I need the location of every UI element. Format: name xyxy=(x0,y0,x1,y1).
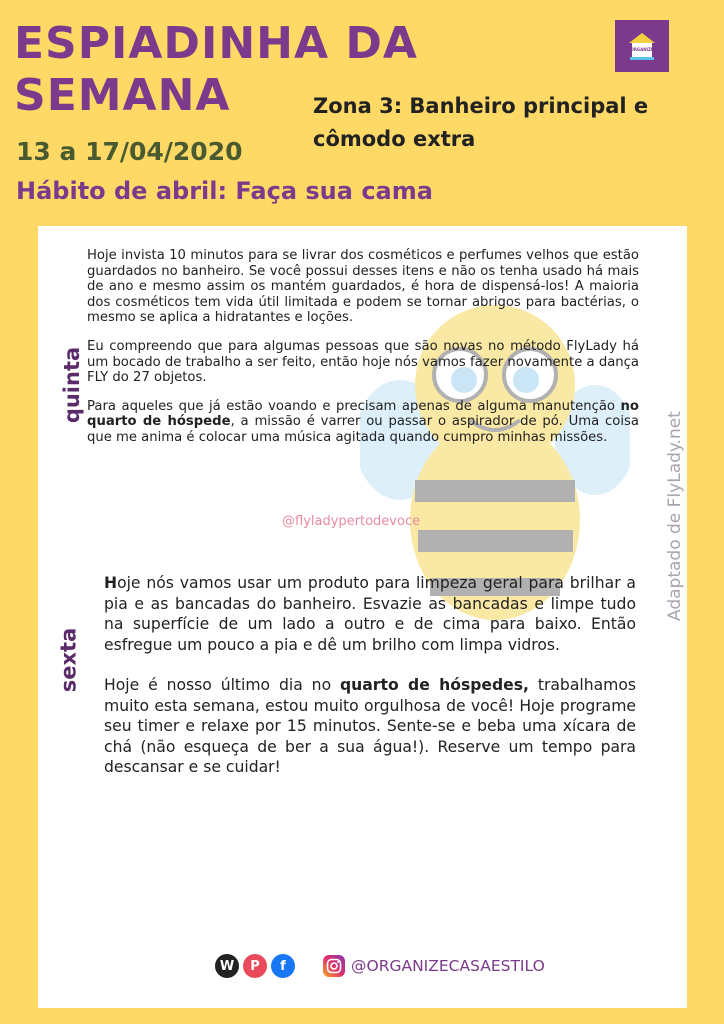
sexta-p2-bold: quarto de hóspedes, xyxy=(340,676,529,694)
title-line-1: ESPIADINHA DA xyxy=(14,18,418,69)
flylady-handle: @flyladypertodevoce xyxy=(282,514,421,529)
quinta-paragraph-3 xyxy=(87,399,639,446)
instagram-handle-link[interactable]: @ORGANIZECASAESTILO xyxy=(351,957,545,975)
pinterest-icon[interactable]: P xyxy=(243,954,267,978)
sexta-p2-end: trabalhamos muito esta semana, estou muito orgulhosa de você! Hoje programe seu timer e relaxe por 15 minutos. Sente-se e beba uma xícara de chá (não esqueça de ber a sua água!). Reserve um tempo para descansar e se cuidar! xyxy=(104,676,637,776)
brand-logo xyxy=(615,20,669,72)
quinta-p3-start: Para aqueles que já estão voando e precisam apenas de alguma manutenção xyxy=(87,398,621,414)
sexta-paragraph-2 xyxy=(104,675,636,778)
month-habit: Hábito de abril: Faça sua cama xyxy=(16,177,433,205)
instagram-icon[interactable] xyxy=(323,955,345,977)
zone-heading: Zona 3: Banheiro principal e cômodo extra xyxy=(313,94,649,151)
quinta-paragraph-2: Eu compreendo que para algumas pessoas que são novas no método FlyLady há um bocado de trabalho a ser feito, então hoje nós vamos fazer novamente a dança FLY do 27 objetos. xyxy=(87,338,639,386)
sexta-p1-text: oje nós vamos usar um produto para limpeza geral para brilhar a pia e as bancadas do banheiro. Esvazie as bancadas e limpe tudo na superfície de um lado a outro e de cima para baixo. Então esfregue um pouco a pia e dê um brilho com limpa vidros. xyxy=(104,574,636,654)
week-dates: 13 a 17/04/2020 xyxy=(16,137,243,166)
side-credit: Adaptado de FlyLady.net xyxy=(665,411,685,621)
sexta-paragraph-1 xyxy=(104,573,636,655)
house-icon xyxy=(625,29,659,63)
social-footer xyxy=(215,953,545,979)
wordpress-icon[interactable]: W xyxy=(215,954,239,978)
facebook-icon[interactable]: f xyxy=(271,954,295,978)
day-label-sexta: sexta xyxy=(56,627,81,693)
quinta-p3-bold: no quarto de hóspede xyxy=(87,398,639,430)
sexta-p2-start: Hoje é nosso último dia no xyxy=(104,676,341,694)
day-label-quinta: quinta xyxy=(60,346,85,424)
sexta-p1-dropcap: H xyxy=(104,574,118,592)
quinta-paragraph-1: Hoje invista 10 minutos para se livrar dos cosméticos e perfumes velhos que estão guardados no banheiro. Se você possui desses itens e não os tenha usado há mais de ano e mesmo assim os mantém guardados, é hora de dispensá-los! A maioria dos cosméticos tem vida útil limitada e podem se tornar abrigos para bactérias, o mesmo se aplica a hidratantes e loções. xyxy=(87,248,639,326)
sexta-section xyxy=(104,573,636,798)
svg-text:ORGANIZE: ORGANIZE xyxy=(630,47,654,52)
quinta-p3-end: , a missão é varrer ou passar o aspirador de pó. Uma coisa que me anima é colocar uma música agitada quando cumpro minhas missões. xyxy=(87,414,639,445)
title-line-2: SEMANA xyxy=(14,70,231,121)
quinta-section xyxy=(87,248,639,459)
